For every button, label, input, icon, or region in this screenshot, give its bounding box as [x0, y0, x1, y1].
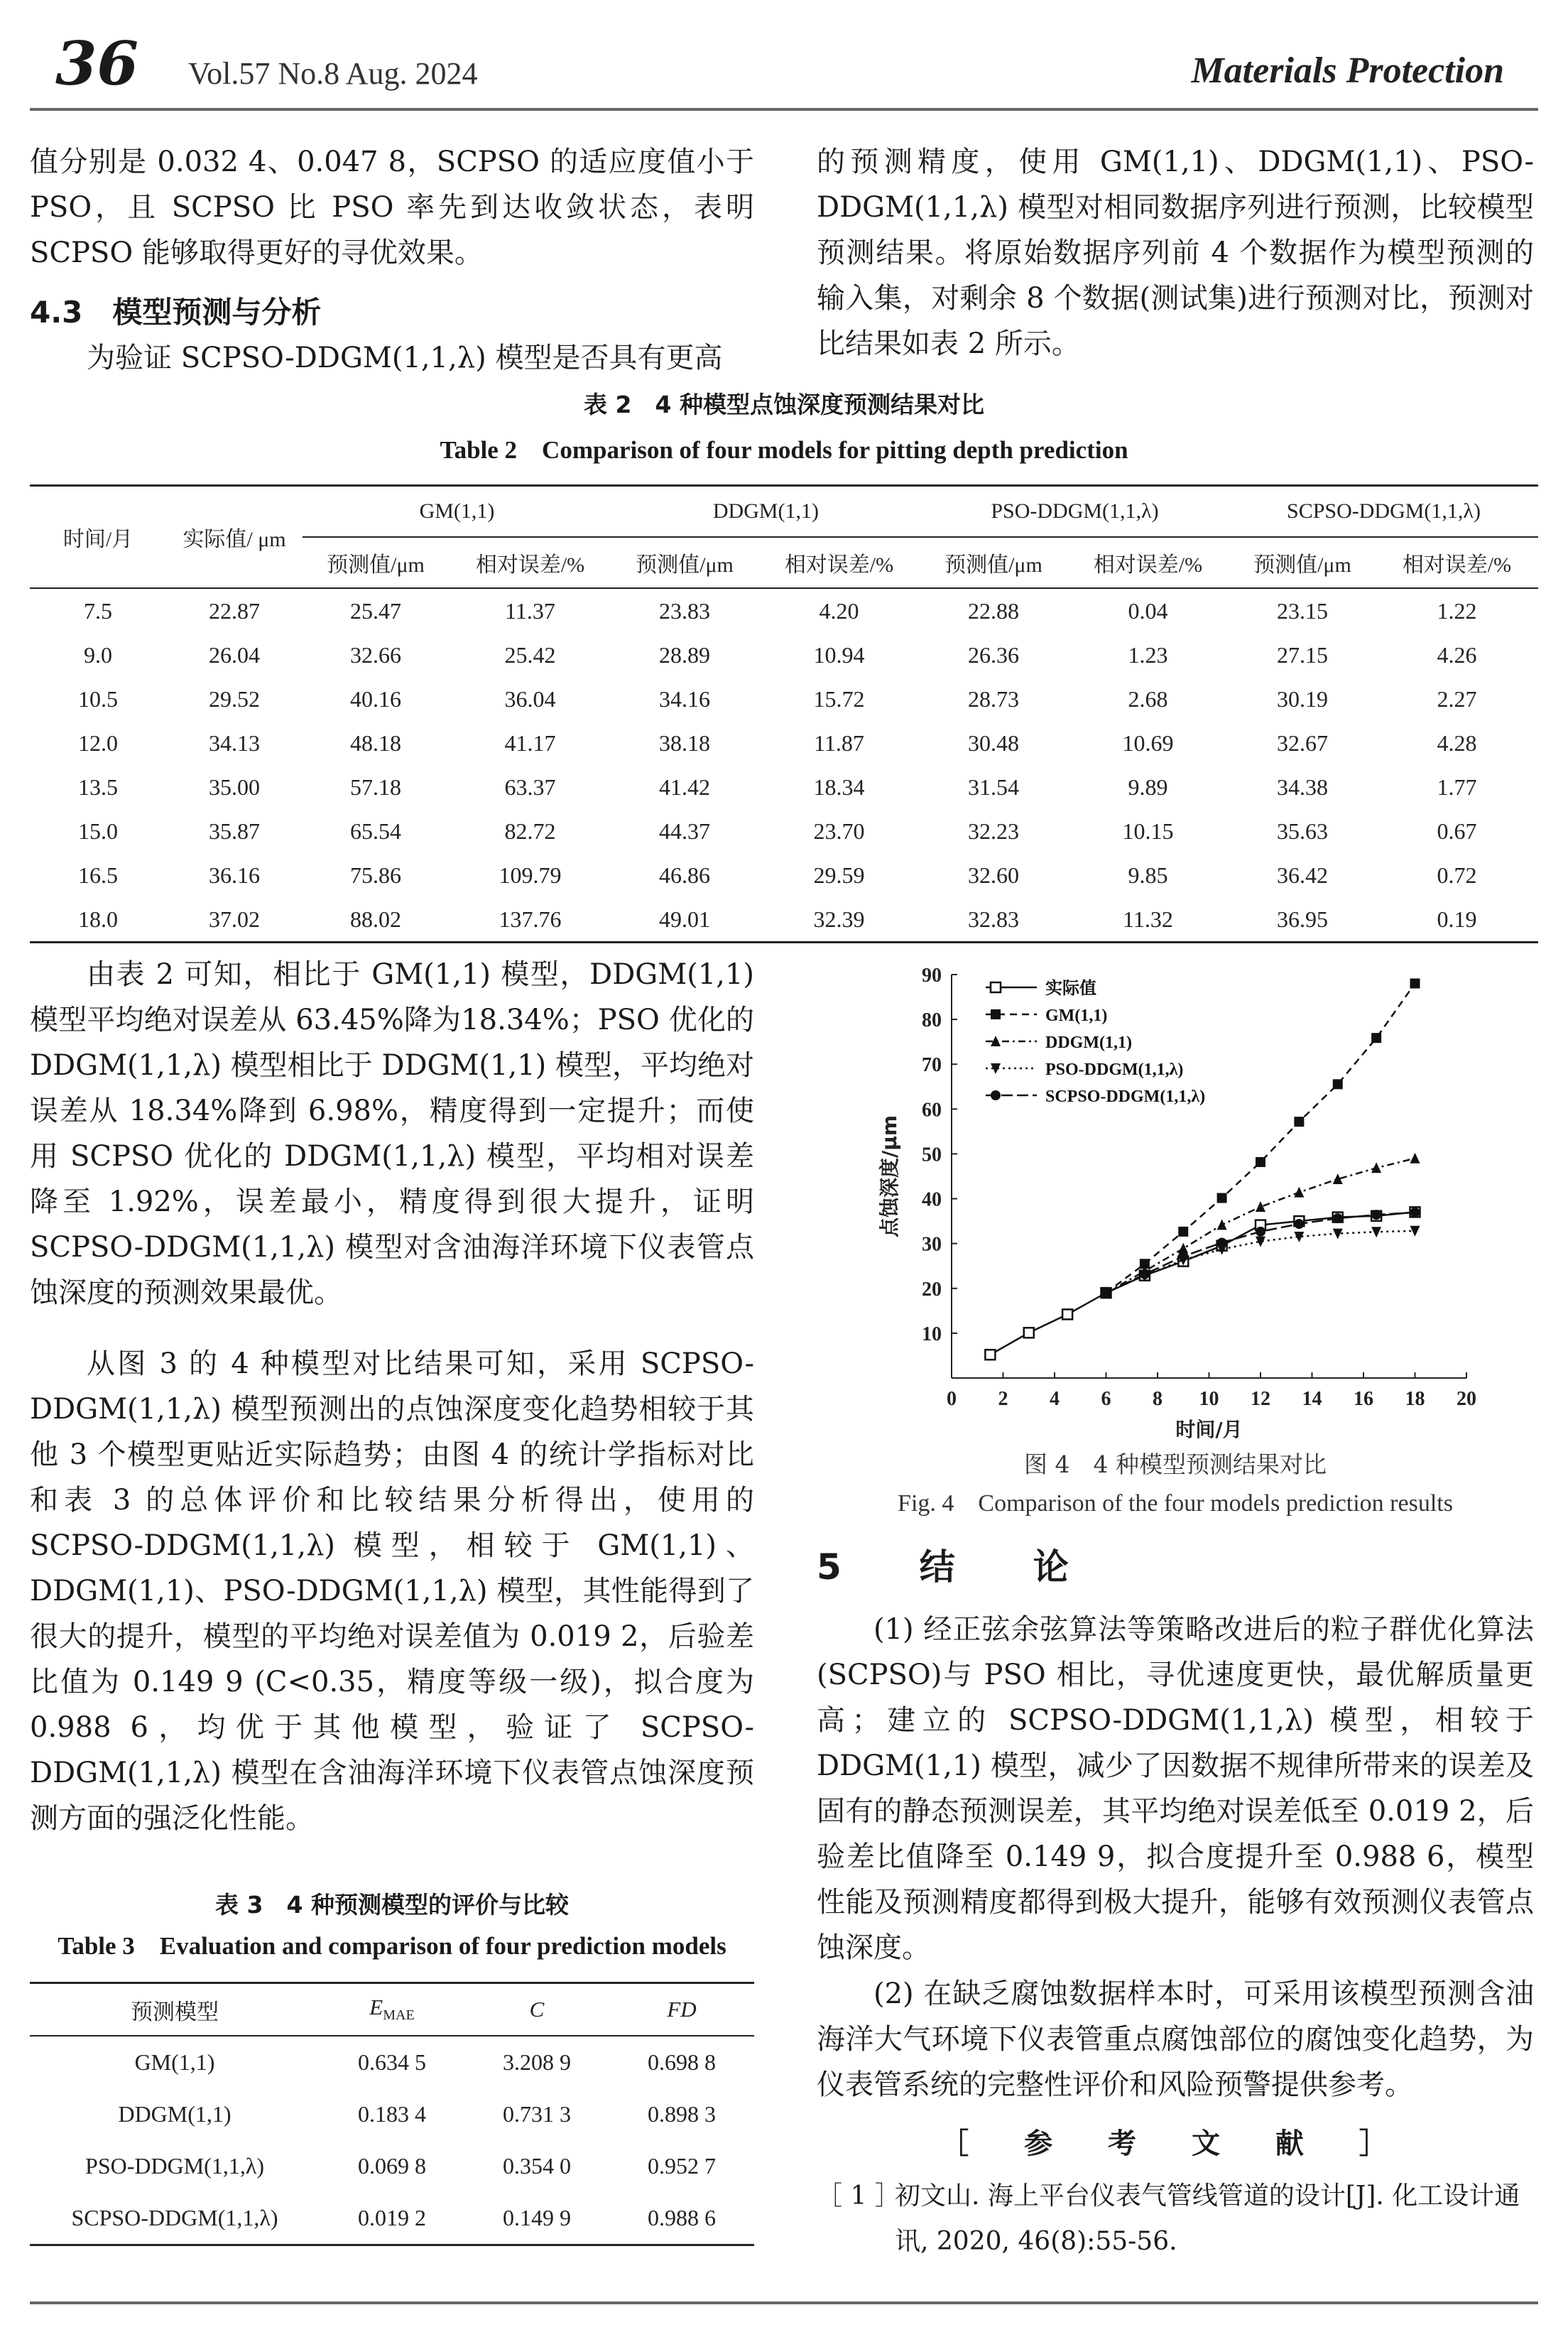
table2-cell: 10.69: [1122, 730, 1174, 756]
x-tick-label: 8: [1153, 1388, 1163, 1410]
x-tick-label: 18: [1405, 1388, 1425, 1410]
table2-cell: 22.88: [967, 597, 1019, 624]
x-tick-label: 4: [1050, 1388, 1060, 1410]
table3-cell: 0.354 0: [503, 2153, 571, 2179]
table2-cell: 35.63: [1276, 818, 1328, 844]
group-pso-ddgm: PSO-DDGM(1,1,λ): [920, 486, 1229, 538]
table2-cell: 15.72: [813, 685, 865, 712]
legend-label: GM(1,1): [1045, 1007, 1108, 1025]
table2-row: [30, 765, 1538, 809]
data-point: [1024, 1328, 1034, 1338]
table2-row: [30, 588, 1538, 633]
y-tick-label: 50: [922, 1144, 942, 1166]
table2-cell: 11.32: [1067, 897, 1229, 943]
table2-cell: 0.19: [1376, 897, 1538, 943]
data-point: [1140, 1269, 1150, 1279]
data-point: [1410, 1226, 1420, 1237]
table2-cell: 1.77: [1437, 774, 1477, 800]
group-gm: GM(1,1): [303, 486, 611, 538]
sub-err: 相对误差/%: [449, 537, 611, 588]
table2-cell: 32.23: [967, 818, 1019, 844]
table2-cell: 23.83: [658, 597, 710, 624]
data-point: [1178, 1227, 1188, 1237]
table2-cell: 46.86: [658, 862, 710, 888]
table2-cell: 49.01: [611, 897, 758, 943]
table2-cell: 34.16: [658, 685, 710, 712]
table2-cell: 18.0: [30, 897, 166, 943]
t3-col-mae-sub: MAE: [383, 2007, 415, 2024]
table2-row: [30, 633, 1538, 677]
table2-caption-en: Table 2 Comparison of four models for pitting depth prediction: [440, 436, 1128, 464]
table2-cell: 36.04: [504, 685, 556, 712]
table2-cell: 10.15: [1122, 818, 1174, 844]
page-number: 36: [55, 28, 138, 99]
table2-cell: 44.37: [658, 818, 710, 844]
table2-cell: 30.19: [1276, 685, 1328, 712]
sub-pred: 预测值/μm: [1229, 537, 1376, 588]
table3-caption-cn: 表 3 4 种预测模型的评价与比较: [215, 1891, 569, 1919]
reference-1-text: 初文山. 海上平台仪表气管线管道的设计[J]. 化工设计通讯, 2020, 46(8):55-56.: [895, 2181, 1520, 2256]
sub-pred: 预测值/μm: [611, 537, 758, 588]
data-point: [1294, 1187, 1304, 1198]
table2-cell: 36.95: [1229, 897, 1376, 943]
data-point: [1217, 1219, 1227, 1230]
table3-cell: 0.019 2: [320, 2192, 464, 2245]
t3-col-mae: [320, 1983, 464, 2037]
table2-body: [30, 588, 1538, 943]
table2-cell: 109.79: [499, 862, 562, 888]
table2-caption-cn: 表 2 4 种模型点蚀深度预测结果对比: [584, 391, 984, 418]
table3-cell: 0.731 3: [503, 2101, 571, 2127]
table2-cell: 37.02: [166, 897, 303, 943]
data-point: [985, 1350, 995, 1360]
table2-cell: 10.94: [813, 641, 865, 668]
table2-cell: 1.22: [1437, 597, 1477, 624]
y-tick-label: 20: [922, 1278, 942, 1301]
table2-cell: 18.34: [813, 774, 865, 800]
t3-col-mae-e: E: [369, 1995, 383, 2020]
y-tick-label: 90: [922, 965, 942, 987]
group-scpso-ddgm: SCPSO-DDGM(1,1,λ): [1229, 486, 1538, 538]
table2-cell: 22.87: [209, 597, 260, 624]
data-point: [1371, 1033, 1381, 1043]
table2-cell: 7.5: [84, 597, 112, 624]
table2-cell: 25.42: [504, 641, 556, 668]
table2-cell: 15.0: [78, 818, 118, 844]
figure4-caption-cn: 图 4 4 种模型预测结果对比: [1024, 1450, 1327, 1478]
y-tick-label: 40: [922, 1188, 942, 1211]
table2-cell: 4.26: [1437, 641, 1477, 668]
x-tick-label: 20: [1457, 1388, 1476, 1410]
y-tick-label: 80: [922, 1009, 942, 1032]
t3-col-model: 预测模型: [30, 1983, 320, 2037]
table3-cell: DDGM(1,1): [118, 2101, 232, 2127]
section-4-3-heading: 4.3 模型预测与分析: [30, 295, 322, 330]
x-tick-label: 16: [1354, 1388, 1373, 1410]
y-tick-label: 60: [922, 1099, 942, 1122]
table2-cell: 0.04: [1128, 597, 1168, 624]
legend-marker: [991, 1090, 1001, 1100]
table2-cell: 26.36: [967, 641, 1019, 668]
x-tick-label: 14: [1302, 1388, 1322, 1410]
data-point: [1371, 1162, 1381, 1173]
table2-cell: 9.89: [1128, 774, 1168, 800]
data-point: [1062, 1309, 1072, 1319]
footer-rule: [30, 2301, 1538, 2304]
table2-cell: 11.37: [505, 597, 555, 624]
x-tick-label: 6: [1101, 1388, 1111, 1410]
table2-cell: 29.52: [209, 685, 260, 712]
data-point: [1410, 1153, 1420, 1164]
data-point: [1294, 1219, 1304, 1229]
table2-cell: 35.00: [209, 774, 260, 800]
table3: [30, 1982, 754, 2246]
left-top-paragraph-2: 为验证 SCPSO-DDGM(1,1,λ) 模型是否具有更高: [87, 342, 723, 374]
y-tick-label: 70: [922, 1054, 942, 1077]
legend-label: PSO-DDGM(1,1,λ): [1045, 1061, 1184, 1079]
table2-row: [30, 721, 1538, 765]
table2-cell: 32.67: [1276, 730, 1328, 756]
table2-cell: 38.18: [658, 730, 710, 756]
y-axis-label: 点蚀深度/μm: [878, 1115, 901, 1238]
t3-col-c: C: [464, 1983, 609, 2037]
data-point: [1256, 1201, 1265, 1212]
table2-cell: 31.54: [967, 774, 1019, 800]
table2-cell: 9.0: [84, 641, 112, 668]
x-tick-label: 0: [947, 1388, 957, 1410]
table2-cell: 10.5: [78, 685, 118, 712]
table2-cell: 16.5: [78, 862, 118, 888]
table2-cell: 26.04: [209, 641, 260, 668]
table2-cell: 34.38: [1276, 774, 1328, 800]
legend-label: DDGM(1,1): [1045, 1034, 1132, 1052]
figure4-chart: [873, 959, 1498, 1442]
y-tick-label: 10: [922, 1323, 942, 1345]
table2-cell: 2.27: [1437, 685, 1477, 712]
table3-cell: 3.208 9: [503, 2049, 571, 2075]
table3-cell: 0.988 6: [609, 2192, 754, 2245]
col-actual: 实际值/ μm: [166, 486, 303, 589]
table3-cell: 0.069 8: [358, 2153, 426, 2179]
table2-cell: 41.17: [504, 730, 556, 756]
table3-row: [30, 2140, 754, 2192]
table2-cell: 48.18: [350, 730, 401, 756]
table2-cell: 32.60: [967, 862, 1019, 888]
table3-body: [30, 2036, 754, 2245]
table2-cell: 34.13: [209, 730, 260, 756]
table3-cell: 0.898 3: [648, 2101, 716, 2127]
table2-cell: 2.68: [1128, 685, 1168, 712]
x-tick-label: 2: [998, 1388, 1008, 1410]
table2-cell: 28.89: [658, 641, 710, 668]
table2-cell: 0.72: [1437, 862, 1477, 888]
table2-cell: 137.76: [449, 897, 611, 943]
table3-row: [30, 2088, 754, 2140]
data-point: [1294, 1117, 1304, 1127]
data-point: [1178, 1252, 1188, 1262]
table2-cell: 30.48: [967, 730, 1019, 756]
table2-cell: 32.83: [920, 897, 1067, 943]
table2-cell: 82.72: [504, 818, 556, 844]
table3-row: [30, 2192, 754, 2245]
right-top-paragraph: 的预测精度，使用 GM(1,1)、DDGM(1,1)、PSO-DDGM(1,1,λ) 模型对相同数据序列进行预测，比较模型预测结果。将原始数据序列前 4 个数据作为模型预测的输入集，对剩余 8 个数据(测试集)进行预测对比，预测对比结果如表 2 所示。: [817, 146, 1534, 360]
table2-cell: 1.23: [1128, 641, 1168, 668]
table2-cell: 0.67: [1437, 818, 1477, 844]
legend-marker: [991, 1009, 1001, 1019]
table2-cell: 25.47: [350, 597, 401, 624]
data-point: [1410, 978, 1420, 988]
sub-pred: 预测值/μm: [920, 537, 1067, 588]
table2-cell: 27.15: [1276, 641, 1328, 668]
data-point: [1256, 1157, 1265, 1167]
chart-legend: [986, 979, 1205, 1106]
table2-cell: 88.02: [303, 897, 449, 943]
sub-pred: 预测值/μm: [303, 537, 449, 588]
left-paragraph-3: 由表 2 可知，相比于 GM(1,1) 模型，DDGM(1,1) 模型平均绝对误差从 63.45%降为18.34%；PSO 优化的 DDGM(1,1,λ) 模型相比于 DDGM(1,1) 模型，平均绝对误差从 18.34%降到 6.98%，精度得到一定提升；而使用 SCPSO 优化的 DDGM(1,1,λ) 模型，平均相对误差降至 1.92%，误差最小，精度得到很大提升，证明 SCPSO-DDGM(1,1,λ) 模型对含油海洋环境下仪表管点蚀深度的预测效果最优。: [30, 958, 754, 1309]
table2-cell: 32.39: [758, 897, 920, 943]
table2-cell: 41.42: [658, 774, 710, 800]
y-tick-label: 30: [922, 1233, 942, 1256]
col-time: 时间/月: [30, 486, 166, 589]
figure4-caption-en: Fig. 4 Comparison of the four models prediction results: [898, 1490, 1453, 1517]
series-1: [1101, 978, 1420, 1298]
journal-title: Materials Protection: [1191, 50, 1504, 91]
data-point: [1256, 1227, 1265, 1237]
data-point: [1371, 1210, 1381, 1220]
table3-cell: SCPSO-DDGM(1,1,λ): [30, 2192, 320, 2245]
table2-row: [30, 853, 1538, 897]
table2-cell: 23.70: [813, 818, 865, 844]
series-0: [985, 1207, 1420, 1360]
x-axis-label: 时间/月: [1175, 1418, 1243, 1441]
right-paragraph-5b: (2) 在缺乏腐蚀数据样本时，可采用该模型预测含油海洋大气环境下仪表管重点腐蚀部位的腐蚀变化趋势，为仪表管系统的完整性评价和风险预警提供参考。: [817, 1978, 1534, 2101]
table3-row: [30, 2036, 754, 2088]
table2-cell: 36.16: [209, 862, 260, 888]
table2-cell: 12.0: [78, 730, 118, 756]
left-paragraph-4: 从图 3 的 4 种模型对比结果可知，采用 SCPSO-DDGM(1,1,λ) 模型预测出的点蚀深度变化趋势相较于其他 3 个模型更贴近实际趋势；由图 4 的统计学指标对比和表 3 的总体评价和比较结果分析得出，使用的 SCPSO-DDGM(1,1,λ) 模型，相较于 GM(1,1)、DDGM(1,1)、PSO-DDGM(1,1,λ) 模型，其性能得到了很大的提升，模型的平均绝对误差值为 0.019 2，后验差比值为 0.149 9 (C<0.35，精度等级一级)，拟合度为 0.988 6，均优于其他模型，验证了 SCPSO-DDGM(1,1,λ) 模型在含油海洋环境下仪表管点蚀深度预测方面的强泛化性能。: [30, 1347, 754, 1835]
t3-col-fd: FD: [609, 1983, 754, 2037]
group-ddgm: DDGM(1,1): [611, 486, 920, 538]
table2-cell: 75.86: [350, 862, 401, 888]
table2-cell: 9.85: [1128, 862, 1168, 888]
sub-err: 相对误差/%: [1376, 537, 1538, 588]
data-point: [1101, 1288, 1111, 1298]
table2-cell: 35.87: [209, 818, 260, 844]
data-point: [1333, 1213, 1343, 1223]
sub-err: 相对误差/%: [758, 537, 920, 588]
table2-cell: 40.16: [350, 685, 401, 712]
data-point: [1410, 1208, 1420, 1217]
table2-cell: 65.54: [350, 818, 401, 844]
table2: [30, 484, 1538, 943]
table2-cell: 36.42: [1276, 862, 1328, 888]
table3-cell: PSO-DDGM(1,1,λ): [85, 2153, 264, 2179]
table2-cell: 13.5: [78, 774, 118, 800]
right-paragraph-5a: (1) 经正弦余弦算法等策略改进后的粒子群优化算法(SCPSO)与 PSO 相比，寻优速度更快，最优解质量更高；建立的 SCPSO-DDGM(1,1,λ) 模型，相较于 DDGM(1,1) 模型，减少了因数据不规律所带来的误差及固有的静态预测误差，其平均绝对误差低至 0.019 2，后验差比值降至 0.149 9，拟合度提升至 0.988 6，模型性能及预测精度都得到极大提升，能够有效预测仪表管点蚀深度。: [817, 1613, 1534, 1964]
reference-1-number: ［ 1 ］: [817, 2181, 900, 2211]
x-tick-label: 12: [1251, 1388, 1270, 1410]
references-heading: ［ 参 考 文 献 ］: [940, 2127, 1410, 2160]
table3-cell: 0.634 5: [358, 2049, 426, 2075]
table2-cell: 23.15: [1276, 597, 1328, 624]
table2-cell: 57.18: [350, 774, 401, 800]
table2-row: [30, 677, 1538, 721]
table2-row: [30, 809, 1538, 853]
table2-row: [30, 897, 1538, 943]
table3-cell: 0.698 8: [648, 2049, 716, 2075]
table3-caption-en: Table 3 Evaluation and comparison of four prediction models: [58, 1932, 726, 1960]
x-tick-label: 10: [1199, 1388, 1219, 1410]
table3-cell: 0.149 9: [464, 2192, 609, 2245]
table3-cell: 0.952 7: [648, 2153, 716, 2179]
chart-axes: [878, 965, 1476, 1441]
table2-cell: 29.59: [813, 862, 865, 888]
data-point: [1371, 1227, 1381, 1237]
table2-cell: 4.20: [819, 597, 859, 624]
table2-cell: 63.37: [504, 774, 556, 800]
table3-cell: GM(1,1): [134, 2049, 215, 2075]
legend-label: 实际值: [1045, 980, 1096, 998]
table2-cell: 32.66: [350, 641, 401, 668]
series-line: [990, 1212, 1415, 1355]
table2-cell: 11.87: [814, 730, 864, 756]
header-rule: [30, 108, 1538, 111]
legend-label: SCPSO-DDGM(1,1,λ): [1045, 1088, 1206, 1106]
volume-info: Vol.57 No.8 Aug. 2024: [188, 56, 478, 91]
legend-marker: [991, 982, 1001, 992]
data-point: [1217, 1193, 1227, 1203]
data-point: [1333, 1079, 1343, 1089]
table3-cell: 0.183 4: [358, 2101, 426, 2127]
sub-err: 相对误差/%: [1067, 537, 1229, 588]
table2-cell: 4.28: [1437, 730, 1477, 756]
table2-cell: 28.73: [967, 685, 1019, 712]
section-5-heading: 5 结 论: [817, 1546, 1090, 1588]
left-top-paragraph: 值分别是 0.032 4、0.047 8，SCPSO 的适应度值小于 PSO，且 SCPSO 比 PSO 率先到达收敛状态，表明 SCPSO 能够取得更好的寻优效果。: [30, 146, 754, 269]
data-point: [1217, 1237, 1227, 1247]
